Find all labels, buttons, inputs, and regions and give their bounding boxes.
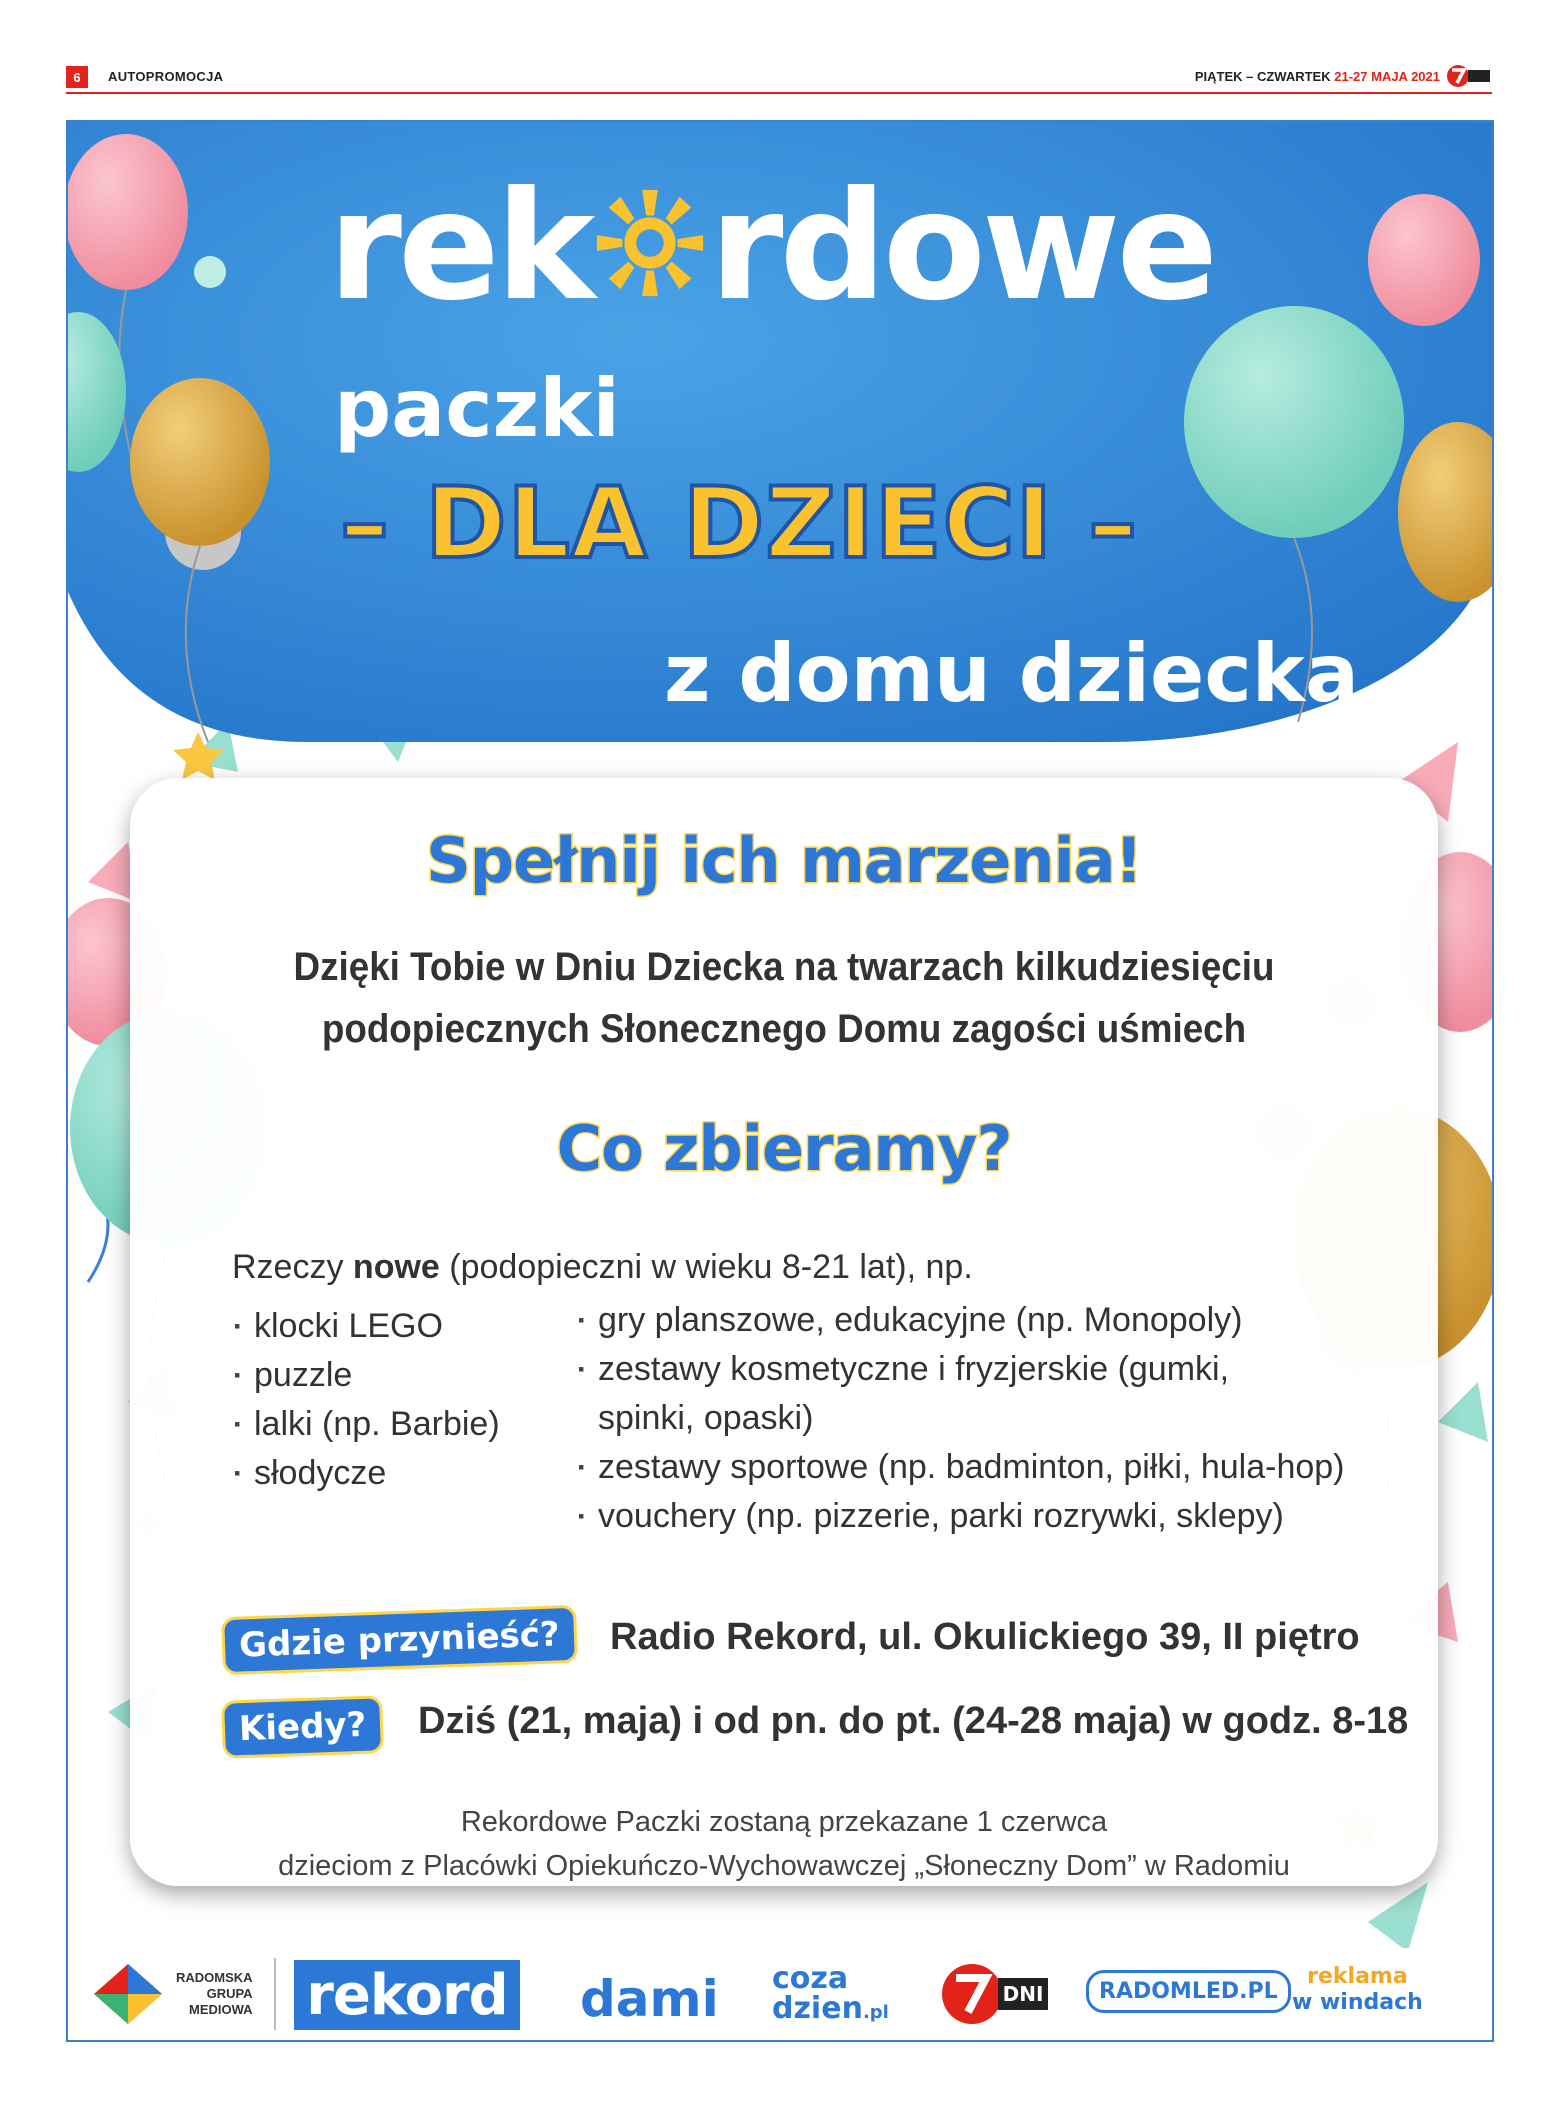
reklama-w-windach-logo bbox=[1292, 1964, 1423, 2016]
windach-line-2: w windach bbox=[1292, 1990, 1423, 2015]
headline-dla-dzieci: – DLA DZIECI – bbox=[340, 467, 1139, 581]
items-list-left bbox=[234, 1302, 500, 1498]
list-item: ▪ lalki (np. Barbie) bbox=[234, 1400, 500, 1449]
rgm-line-1: RADOMSKA bbox=[176, 1970, 253, 1985]
rekord-logo: rekord bbox=[294, 1960, 520, 2030]
lead-pre: Rzeczy bbox=[232, 1248, 353, 1286]
brand-headline-start: rek bbox=[328, 160, 592, 334]
lead-bold: nowe bbox=[352, 1248, 440, 1286]
card-footer-note bbox=[130, 1800, 1438, 1888]
7dni-logo bbox=[940, 1962, 1050, 2026]
sun-icon bbox=[591, 184, 709, 302]
where-label: Gdzie przynieść? bbox=[221, 1605, 577, 1675]
list-item: ▪ klocki LEGO bbox=[234, 1302, 500, 1351]
info-card bbox=[130, 778, 1438, 1886]
intro-text bbox=[182, 936, 1385, 1060]
advertisement bbox=[66, 120, 1494, 2042]
header-rule bbox=[66, 92, 1492, 94]
issue-date-range: 21-27 MAJA 2021 bbox=[1334, 69, 1440, 84]
collect-lead bbox=[232, 1248, 973, 1287]
intro-line-1: Dzięki Tobie w Dniu Dziecka na twarzach kilkudziesięciu bbox=[293, 945, 1275, 989]
dami-logo: dami bbox=[580, 1970, 719, 2028]
card-title-collect: Co zbieramy? bbox=[556, 1112, 1012, 1185]
list-item: ▪ zestawy sportowe (np. badminton, piłki, hula-hop) bbox=[578, 1443, 1345, 1492]
list-item: ▪ zestawy kosmetyczne i fryzjerskie (gumki, bbox=[578, 1345, 1345, 1394]
cozadzien-line-1: coza bbox=[772, 1961, 849, 1996]
7dni-text: DNI bbox=[998, 1978, 1048, 2010]
rgm-logo-text bbox=[176, 1970, 253, 2018]
footer-line-2: dzieciom z Placówki Opiekuńczo-Wychowawczej „Słoneczny Dom” w Radomiu bbox=[278, 1850, 1290, 1882]
7dni-circle-icon bbox=[940, 1962, 1004, 2026]
brand-headline bbox=[328, 160, 1215, 334]
footer-line-1: Rekordowe Paczki zostaną przekazane 1 czerwca bbox=[460, 1806, 1108, 1838]
section-label: AUTOPROMOCJA bbox=[108, 69, 224, 84]
brand-headline-end: rdowe bbox=[709, 160, 1215, 334]
where-value: Radio Rekord, ul. Okulickiego 39, II piętro bbox=[610, 1616, 1360, 1658]
rgm-line-3: MEDIOWA bbox=[189, 2002, 253, 2017]
intro-line-2: podopiecznych Słonecznego Domu zagości uśmiech bbox=[321, 1007, 1247, 1051]
cozadzien-line-2: dzien bbox=[772, 1991, 863, 2026]
list-item: ▪ puzzle bbox=[234, 1351, 500, 1400]
rgm-line-2: GRUPA bbox=[206, 1986, 253, 2001]
cozadzien-logo bbox=[772, 1961, 889, 2028]
page-number: 6 bbox=[66, 66, 88, 88]
puzzle-logo-icon bbox=[92, 1962, 164, 2026]
card-title-dreams: Spełnij ich marzenia! bbox=[426, 824, 1142, 897]
when-label: Kiedy? bbox=[221, 1695, 384, 1759]
headline-z-domu-dziecka: z domu dziecka bbox=[664, 627, 1359, 720]
sponsor-logos bbox=[68, 1948, 1492, 2040]
windach-line-1: reklama bbox=[1307, 1964, 1408, 1989]
cozadzien-suffix: .pl bbox=[862, 2002, 889, 2023]
lead-post: (podopieczni w wieku 8-21 lat), np. bbox=[439, 1248, 973, 1286]
radomled-logo: RADOMLED.PL bbox=[1086, 1970, 1291, 2013]
7dni-logo-icon bbox=[1446, 64, 1492, 88]
issue-date bbox=[1195, 69, 1440, 84]
items-list-right bbox=[578, 1296, 1345, 1541]
issue-date-days: PIĄTEK – CZWARTEK bbox=[1194, 69, 1331, 84]
logo-divider bbox=[274, 1958, 276, 2030]
list-item-continuation: spinki, opaski) bbox=[598, 1399, 814, 1437]
when-value: Dziś (21, maja) i od pn. do pt. (24-28 maja) w godz. 8-18 bbox=[418, 1700, 1409, 1742]
list-item: ▪ gry planszowe, edukacyjne (np. Monopoly) bbox=[578, 1296, 1345, 1345]
list-item: ▪ vouchery (np. pizzerie, parki rozrywki, sklepy) bbox=[578, 1492, 1345, 1541]
headline-paczki: paczki bbox=[334, 362, 620, 455]
list-item: ▪ słodycze bbox=[234, 1449, 500, 1498]
